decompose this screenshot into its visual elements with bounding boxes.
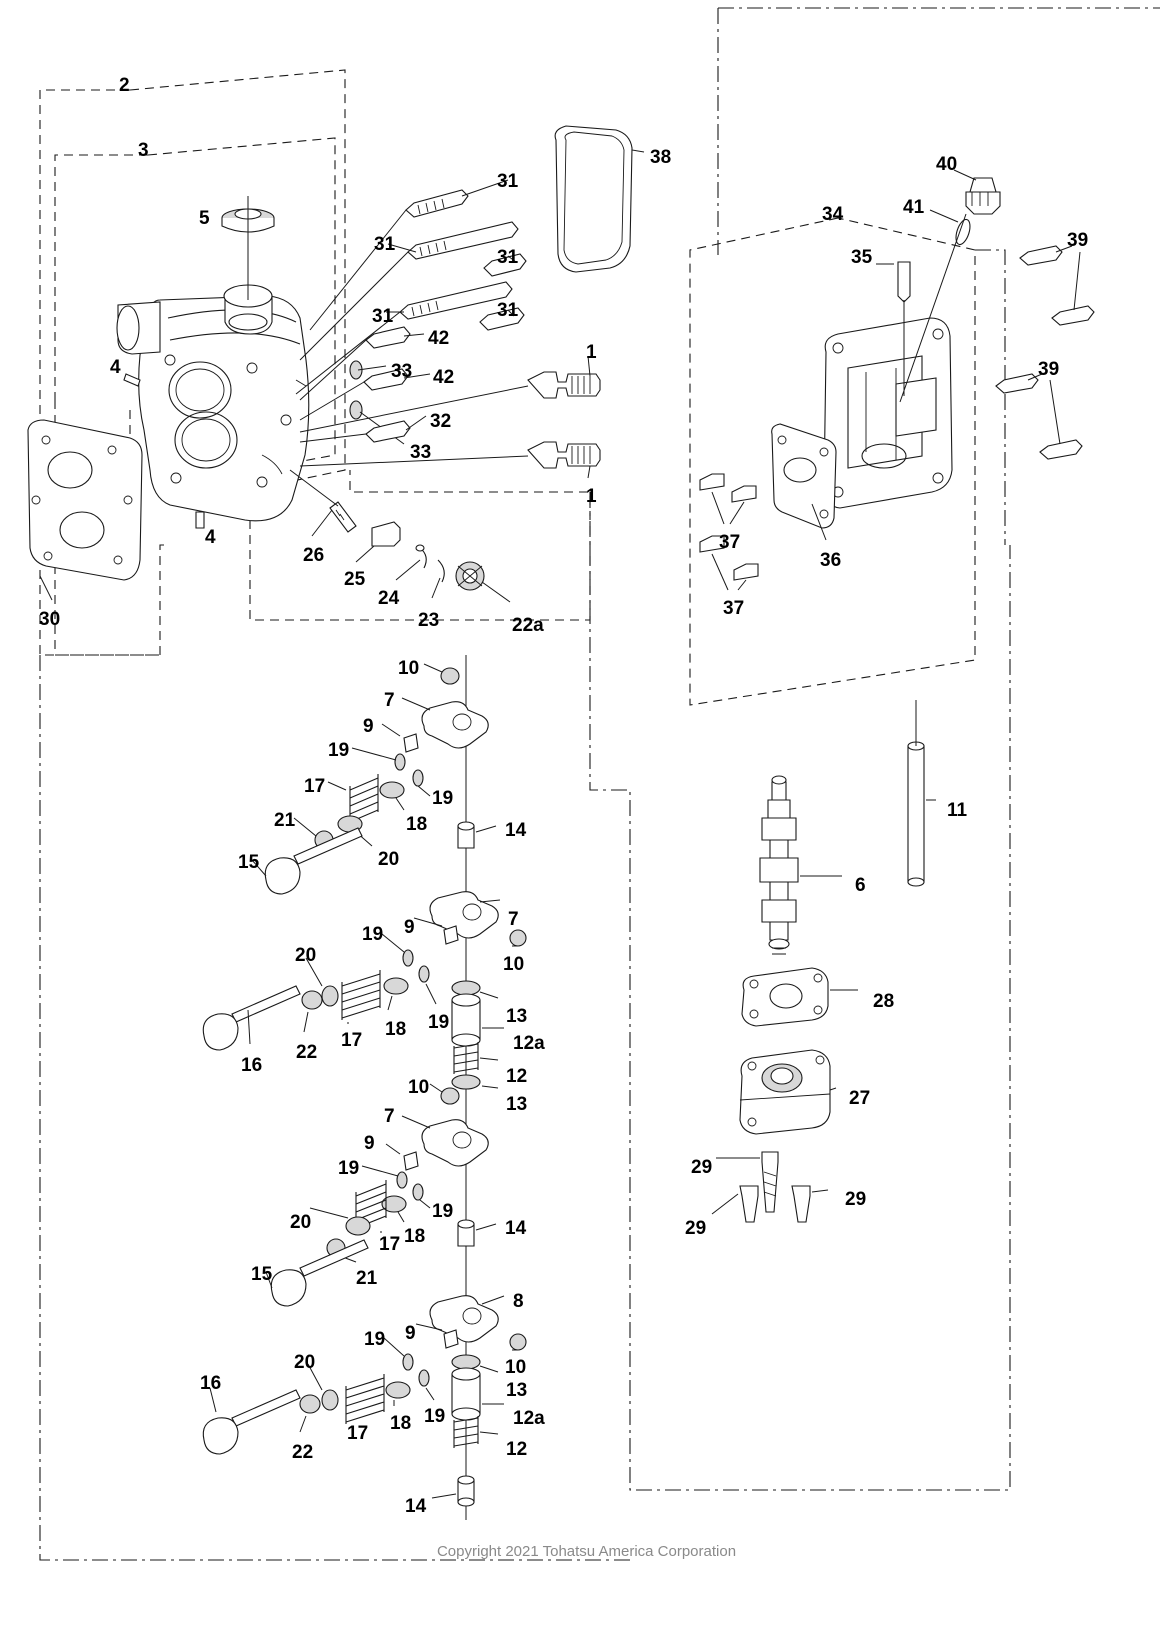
callout-12a-b: 12a <box>513 1408 545 1429</box>
callout-38: 38 <box>650 147 672 168</box>
callout-27: 27 <box>849 1088 871 1109</box>
callout-10-d: 10 <box>505 1357 527 1378</box>
valve-train-lower <box>266 1084 496 1306</box>
valve-train-bottom <box>203 1296 526 1506</box>
callout-15-b: 15 <box>251 1264 273 1285</box>
fasteners-39 <box>996 246 1094 459</box>
callout-21-b: 21 <box>356 1268 378 1289</box>
callout-10-c: 10 <box>408 1077 430 1098</box>
callout-3: 3 <box>138 140 149 161</box>
callout-2: 2 <box>119 75 130 96</box>
callout-16-b: 16 <box>200 1373 222 1394</box>
callout-13-b: 13 <box>506 1094 528 1115</box>
callout-40: 40 <box>936 154 958 175</box>
callout-5: 5 <box>199 208 210 229</box>
callout-10-a: 10 <box>398 658 420 679</box>
callout-18-a: 18 <box>406 814 428 835</box>
callout-29-c: 29 <box>685 1218 707 1239</box>
part-24 <box>396 545 426 580</box>
part-23 <box>432 560 444 598</box>
callout-1-b: 1 <box>586 486 597 507</box>
part-5 <box>222 196 274 300</box>
callout-32: 32 <box>430 411 452 432</box>
callout-18-b: 18 <box>385 1019 407 1040</box>
callout-4-a: 4 <box>110 357 121 378</box>
callout-20-b: 20 <box>295 945 317 966</box>
callout-22-c: 22 <box>292 1442 314 1463</box>
callout-29-b: 29 <box>845 1189 867 1210</box>
callout-7-a: 7 <box>384 690 395 711</box>
callout-19-g: 19 <box>364 1329 386 1350</box>
callout-22-b: 22 <box>296 1042 318 1063</box>
callout-28: 28 <box>873 991 895 1012</box>
callout-29-a: 29 <box>691 1157 713 1178</box>
callout-41: 41 <box>903 197 925 218</box>
callout-19-d: 19 <box>428 1012 450 1033</box>
callout-9-b: 9 <box>404 917 415 938</box>
callout-23: 23 <box>418 610 440 631</box>
callout-18-d: 18 <box>390 1413 412 1434</box>
part-27-oil-pump-body <box>740 1050 836 1134</box>
callout-7-b: 7 <box>508 909 519 930</box>
callout-39-a: 39 <box>1067 230 1089 251</box>
callout-9-a: 9 <box>363 716 374 737</box>
callout-14-a: 14 <box>505 820 527 841</box>
callout-6: 6 <box>855 875 866 896</box>
callout-19-f: 19 <box>432 1201 454 1222</box>
callout-16-a: 16 <box>241 1055 263 1076</box>
callout-36: 36 <box>820 550 842 571</box>
callout-34: 34 <box>822 204 844 225</box>
part-38-gasket <box>555 126 644 272</box>
callout-33-b: 33 <box>410 442 432 463</box>
callout-12a-a: 12a <box>513 1033 545 1054</box>
callout-19-b: 19 <box>432 788 454 809</box>
callout-31-d: 31 <box>372 306 394 327</box>
callout-19-e: 19 <box>338 1158 360 1179</box>
callout-31-a: 31 <box>497 171 519 192</box>
callout-13-c: 13 <box>506 1380 528 1401</box>
callout-33-a: 33 <box>391 361 413 382</box>
callout-26: 26 <box>303 545 325 566</box>
callout-13-a: 13 <box>506 1006 528 1027</box>
callout-31-c: 31 <box>497 247 519 268</box>
callout-19-c: 19 <box>362 924 384 945</box>
part-28-oil-pump-cover <box>742 968 858 1026</box>
callout-37-a: 37 <box>719 532 741 553</box>
part-41 <box>930 210 973 246</box>
part-34-crankcase-cover <box>700 170 1094 590</box>
part-30-head-gasket <box>28 420 142 600</box>
callout-20-d: 20 <box>294 1352 316 1373</box>
callout-7-c: 7 <box>384 1106 395 1127</box>
valve-train-upper <box>252 664 496 894</box>
part-11-rocker-shaft <box>908 700 936 886</box>
callout-22a: 22a <box>512 615 544 636</box>
callout-12-b: 12 <box>506 1439 528 1460</box>
callout-42-b: 42 <box>433 367 455 388</box>
callout-19-h: 19 <box>424 1406 446 1427</box>
callout-9-d: 9 <box>405 1323 416 1344</box>
callout-8: 8 <box>513 1291 524 1312</box>
callout-14-b: 14 <box>505 1218 527 1239</box>
callout-9-c: 9 <box>364 1133 375 1154</box>
part-22a <box>456 562 510 602</box>
callout-17-a: 17 <box>304 776 326 797</box>
callout-31-b: 31 <box>374 234 396 255</box>
callout-20-a: 20 <box>378 849 400 870</box>
callout-35: 35 <box>851 247 873 268</box>
callout-19-a: 19 <box>328 740 350 761</box>
cylinder-block-assembly <box>117 196 309 528</box>
callout-17-b: 17 <box>341 1030 363 1051</box>
callout-39-b: 39 <box>1038 359 1060 380</box>
fasteners-31-42-33-32 <box>296 180 526 444</box>
oil-passage-parts <box>290 470 510 602</box>
callout-20-c: 20 <box>290 1212 312 1233</box>
callout-30: 30 <box>39 609 61 630</box>
callout-17-c: 17 <box>379 1234 401 1255</box>
callout-14-c: 14 <box>405 1496 427 1517</box>
part-25 <box>356 522 400 562</box>
callout-10-b: 10 <box>503 954 525 975</box>
callout-15-a: 15 <box>238 852 260 873</box>
copyright-notice: Copyright 2021 Tohatsu America Corporation <box>436 1543 737 1560</box>
callout-37-b: 37 <box>723 598 745 619</box>
callout-42-a: 42 <box>428 328 450 349</box>
callout-11: 11 <box>947 800 968 821</box>
callout-25: 25 <box>344 569 366 590</box>
fasteners-29 <box>712 1152 828 1222</box>
callout-24: 24 <box>378 588 400 609</box>
callout-18-c: 18 <box>404 1226 426 1247</box>
callout-4-b: 4 <box>205 527 216 548</box>
callout-12-a: 12 <box>506 1066 528 1087</box>
callout-1-a: 1 <box>586 342 597 363</box>
callout-21-a: 21 <box>274 810 296 831</box>
callout-31-e: 31 <box>497 300 519 321</box>
callout-17-d: 17 <box>347 1423 369 1444</box>
part-6-camshaft <box>760 776 842 954</box>
